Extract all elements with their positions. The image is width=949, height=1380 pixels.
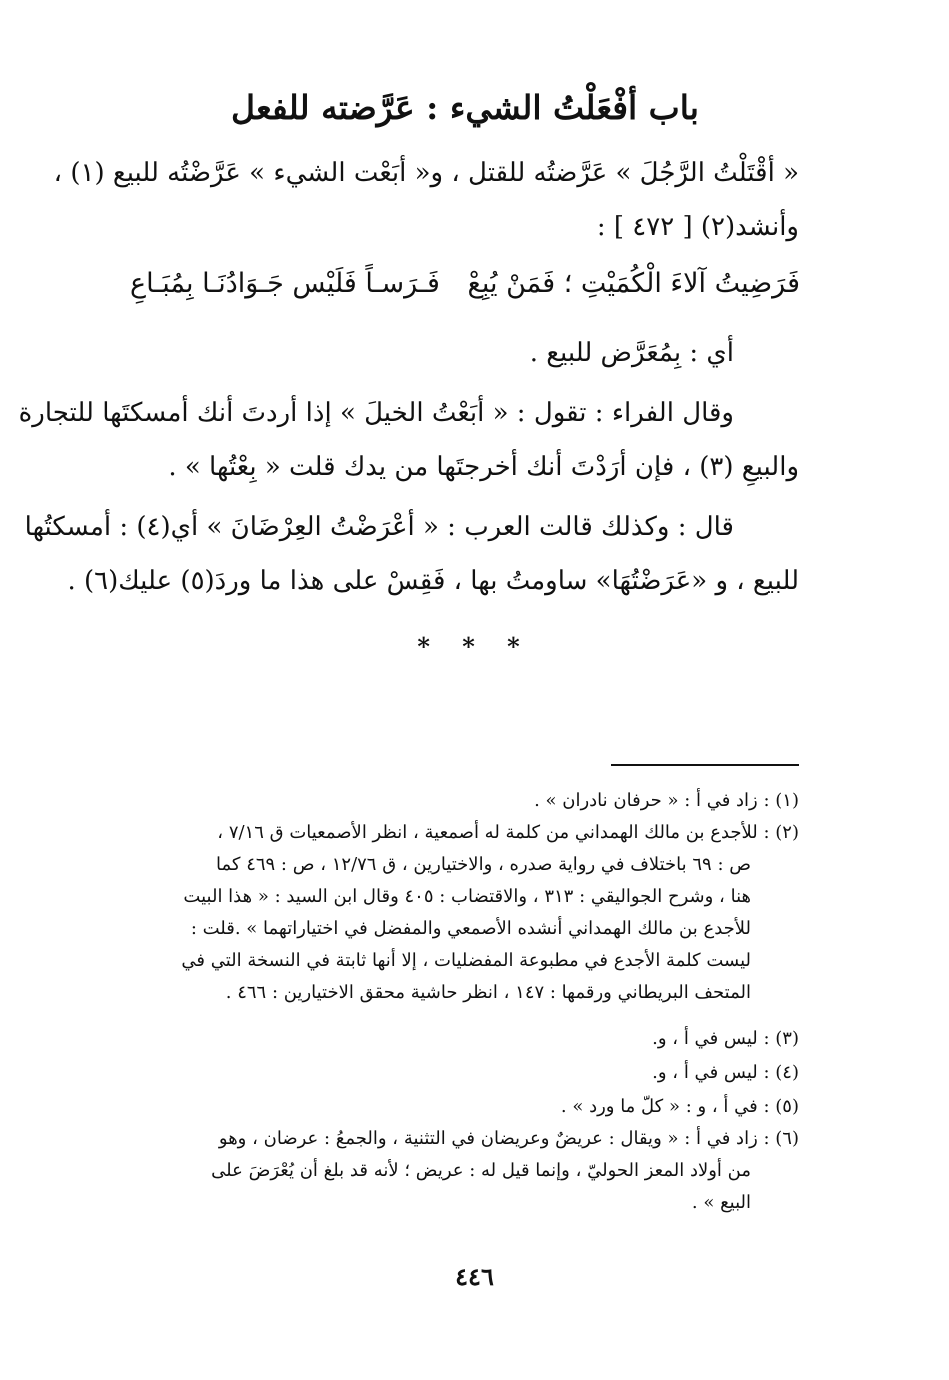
footnote-2-line-5: ليست كلمة الأجدع في مطبوعة المفضليات ، إلا أنها ثابتة في النسخة التي في [181, 950, 751, 971]
body-line-2: وأنشد(٢) [ ٤٧٢ ] : [596, 212, 799, 242]
page-number: ٤٤٦ [455, 1262, 494, 1291]
footnote-3: (٣) : ليس في أ ، و. [652, 1028, 799, 1049]
footnote-2-line-6: المتحف البريطاني ورقمها : ١٤٧ ، انظر حاشية محقق الاختيارين : ٤٦٦ . [225, 982, 751, 1003]
footnote-6-line-3: البيع » . [691, 1192, 751, 1213]
footnote-4: (٤) : ليس في أ ، و. [652, 1062, 799, 1083]
poem-hemistich-right: فَرَضِيتُ آلاءَ الْكُمَيْتِ ؛ فَمَنْ يُبِعْ [467, 268, 800, 299]
footnote-5: (٥) : في أ ، و : « كلّ ما ورد » . [560, 1096, 799, 1117]
body-line-5: والبيعِ (٣) ، فإن أرَدْتَ أنك أخرجتَها من يدك قلت « بِعْتُها » . [168, 452, 799, 482]
chapter-title: باب أفْعَلْتُ الشيء : عَرَّضته للفعل [231, 88, 699, 127]
footnote-2-line-4: للأجدع بن مالك الهمداني أنشده الأصمعي والمفضل في اختياراتهما » .قلت : [190, 918, 751, 939]
body-line-1: « أقْتَلْتُ الرَّجُلَ » عَرَّضتُه للقتل ، و« أبَعْت الشيء » عَرَّضْتُه للبيع (١) ، [53, 158, 799, 188]
body-line-6: قال : وكذلك قالت العرب : « أعْرَضْتُ العِرْضَانَ » أي(٤) : أمسكتُها [24, 512, 734, 542]
footnote-2-line-1: (٢) : للأجدع بن مالك الهمداني من كلمة له أصمعية ، انظر الأصمعيات ق ٧/١٦ ، [217, 822, 799, 843]
footnote-6-line-2: من أولاد المعز الحوليّ ، وإنما قيل له : عريض ؛ لأنه قد بلغ أن يُعْرَضَ على [211, 1160, 751, 1181]
footnote-6-line-1: (٦) : زاد في أ : « ويقال : عريضٌ وعريضان في التثنية ، والجمعُ : عرضان ، وهو [218, 1128, 799, 1149]
footnote-2-line-3: هنا ، وشرح الجواليقي : ٣١٣ ، والاقتضاب : ٤٠٥ وقال ابن السيد : « هذا البيت [183, 886, 751, 907]
poem-verse [130, 268, 800, 299]
footnote-2-line-2: ص : ٦٩ باختلاف في رواية صدره ، والاختيارين ، ق ١٢/٧٦ ، ص : ٤٦٩ كما [216, 854, 751, 875]
footnote-rule [611, 764, 799, 766]
body-line-4: وقال الفراء : تقول : « أبَعْتُ الخيلَ » إذا أردتَ أنك أمسكتَها للتجارة [18, 398, 734, 428]
body-line-7: للبيع ، و «عَرَضْتُهَا» ساومتُ بها ، فَقِسْ على هذا ما وردَ(٥) عليك(٦) . [67, 566, 799, 596]
poem-hemistich-left: فَـرَسـاً فَلَيْس جَـوَادُنَـا بِمُبَـاعِ [130, 268, 440, 299]
body-line-3: أي : بِمُعَرَّض للبيع . [529, 338, 734, 368]
footnote-1: (١) : زاد في أ : « حرفان نادران » . [534, 790, 799, 811]
section-separator: * * * [417, 632, 532, 661]
